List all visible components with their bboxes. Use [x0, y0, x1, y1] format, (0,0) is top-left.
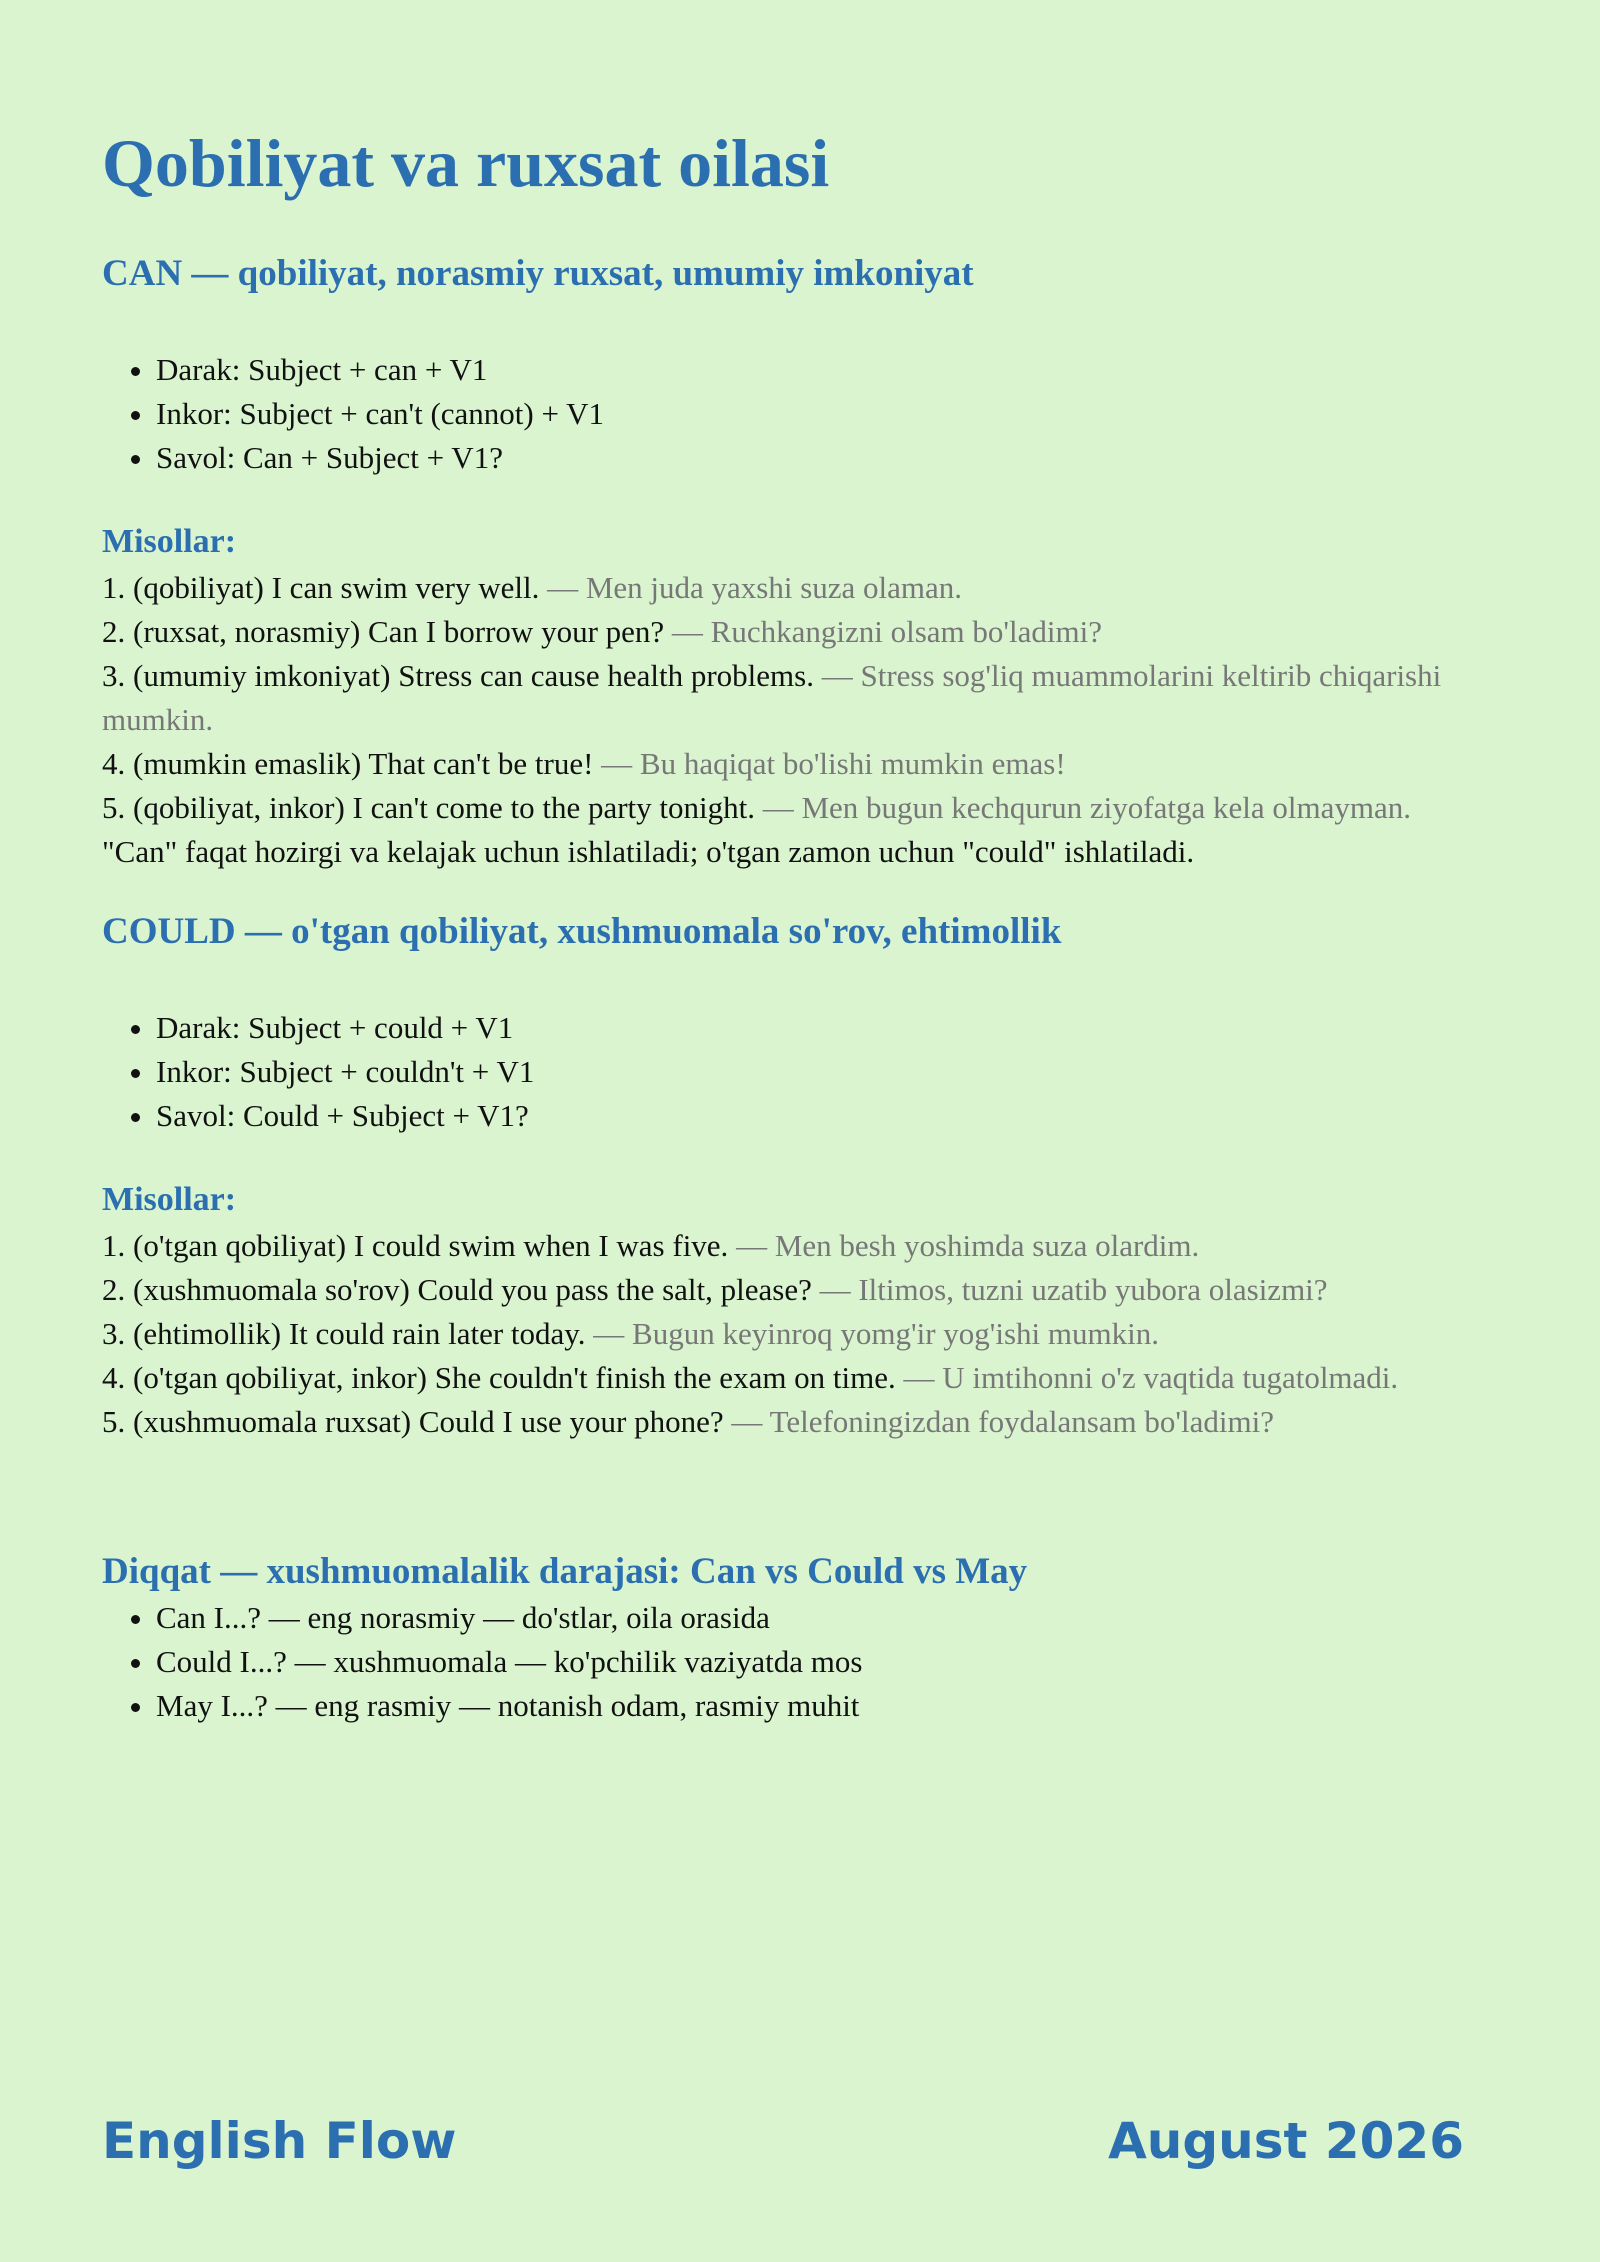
example-translation: Men juda yaxshi suza olaman.: [585, 570, 963, 605]
caution-heading: Diqqat — xushmuomalalik darajasi: Can vs Could vs May: [102, 1551, 1028, 1592]
example-text: 2. (ruxsat, norasmiy) Can I borrow your pen?: [102, 614, 665, 649]
formula-item: • Savol: Can + Subject + V1?: [156, 436, 1502, 480]
formula-item: • Savol: Could + Subject + V1?: [156, 1094, 1502, 1138]
example-text: 1. (o'tgan qobiliyat) I could swim when I was five.: [102, 1228, 729, 1263]
can-examples-label: Misollar:: [102, 523, 237, 560]
example-separator: —: [811, 1272, 859, 1307]
example-item: [102, 1400, 1502, 1444]
example-separator: —: [593, 746, 640, 781]
can-heading: CAN — qobiliyat, norasmiy ruxsat, umumiy imkoniyat: [102, 253, 974, 294]
example-text: 3. (ehtimollik) It could rain later today.: [102, 1316, 586, 1351]
example-item: [102, 786, 1502, 830]
example-translation: Telefoningizdan foydalansam bo'ladimi?: [769, 1404, 1274, 1439]
example-item: [102, 1224, 1502, 1268]
formula-item: • Darak: Subject + can + V1: [156, 348, 1502, 392]
example-translation: Iltimos, tuzni uzatib yubora olasizmi?: [858, 1272, 1328, 1307]
example-translation: Bugun keyinroq yomg'ir yog'ishi mumkin.: [632, 1316, 1159, 1351]
example-text: 5. (qobiliyat, inkor) I can't come to the party tonight.: [102, 790, 755, 825]
example-translation: Stress sog'liq muammolarini keltirib chiqarishi mumkin.: [102, 658, 1442, 737]
example-separator: —: [728, 1228, 775, 1263]
example-translation: Men bugun kechqurun ziyofatga kela olmayman.: [801, 790, 1411, 825]
can-examples-list: [102, 566, 1502, 830]
example-translation: Bu haqiqat bo'lishi mumkin emas!: [639, 746, 1066, 781]
formula-item: • Inkor: Subject + can't (cannot) + V1: [156, 392, 1502, 436]
example-separator: —: [754, 790, 802, 825]
example-text: 4. (mumkin emaslik) That can't be true!: [102, 746, 594, 781]
example-separator: —: [814, 658, 861, 693]
example-item: [102, 742, 1502, 786]
example-text: 2. (xushmuomala so'rov) Could you pass the salt, please?: [102, 1272, 812, 1307]
could-formula-list: [102, 1006, 1502, 1138]
example-separator: —: [539, 570, 586, 605]
footer-date: August 2026: [1108, 2112, 1464, 2170]
example-translation: Men besh yoshimda suza olardim.: [774, 1228, 1200, 1263]
page-title: Qobiliyat va ruxsat oilasi: [102, 125, 830, 201]
example-item: [102, 1356, 1502, 1400]
example-item: [102, 566, 1502, 610]
formula-item: • Darak: Subject + could + V1: [156, 1006, 1502, 1050]
caution-item: • Could I...? — xushmuomala — ko'pchilik vaziyatda mos: [156, 1640, 1502, 1684]
example-item: [102, 1268, 1502, 1312]
example-separator: —: [895, 1360, 943, 1395]
can-note: "Can" faqat hozirgi va kelajak uchun ishlatiladi; o'tgan zamon uchun "could" ishlatiladi.: [102, 834, 1195, 869]
caution-item: • May I...? — eng rasmiy — notanish odam, rasmiy muhit: [156, 1684, 1502, 1728]
example-translation: Ruchkangizni olsam bo'ladimi?: [710, 614, 1102, 649]
could-examples-list: [102, 1224, 1502, 1444]
could-heading: COULD — o'tgan qobiliyat, xushmuomala so'rov, ehtimollik: [102, 911, 1062, 952]
example-separator: —: [723, 1404, 770, 1439]
page-footer: [102, 2112, 1464, 2170]
caution-item: • Can I...? — eng norasmiy — do'stlar, oila orasida: [156, 1596, 1502, 1640]
example-text: 3. (umumiy imkoniyat) Stress can cause health problems.: [102, 658, 814, 693]
example-separator: —: [664, 614, 711, 649]
can-formula-list: [102, 348, 1502, 480]
example-item: [102, 1312, 1502, 1356]
example-translation: U imtihonni o'z vaqtida tugatolmadi.: [942, 1360, 1399, 1395]
could-examples-label: Misollar:: [102, 1181, 237, 1218]
example-separator: —: [585, 1316, 633, 1351]
footer-brand: English Flow: [102, 2112, 457, 2170]
example-text: 1. (qobiliyat) I can swim very well.: [102, 570, 540, 605]
example-text: 5. (xushmuomala ruxsat) Could I use your phone?: [102, 1404, 724, 1439]
example-text: 4. (o'tgan qobiliyat, inkor) She couldn't finish the exam on time.: [102, 1360, 896, 1395]
example-item: [102, 610, 1502, 654]
example-item: [102, 654, 1502, 742]
caution-list: [102, 1596, 1502, 1728]
document-page: [102, 118, 1502, 1728]
formula-item: • Inkor: Subject + couldn't + V1: [156, 1050, 1502, 1094]
